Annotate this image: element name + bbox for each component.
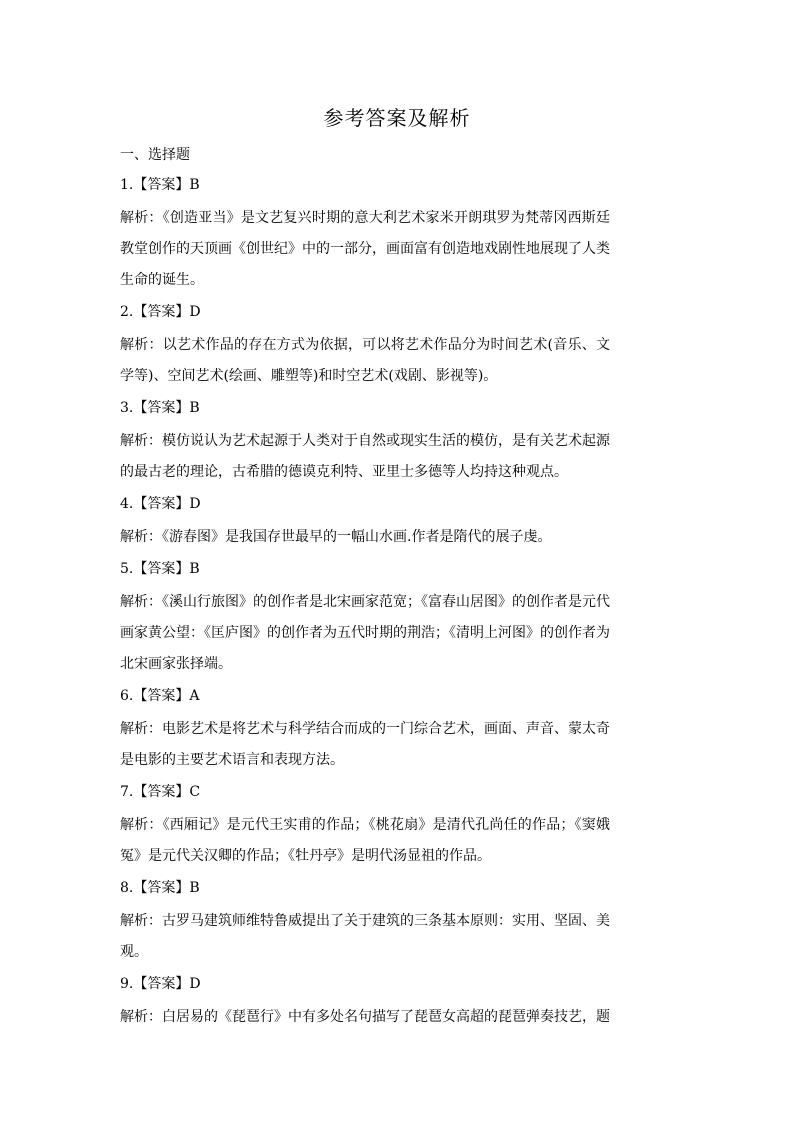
analysis-text: 解析：《西厢记》是元代王实甫的作品；《桃花扇》是清代孔尚任的作品；《窦娥冤》是元代关汉卿的作品；《牡丹亭》是明代汤显祖的作品。 [120,817,610,864]
answer-label: 1.【答案】B [120,177,200,193]
answer-label: 8.【答案】B [120,880,200,896]
answer-label: 3.【答案】B [120,400,200,416]
section-heading: 一、选择题 [120,147,190,163]
analysis-text: 解析：以艺术作品的存在方式为依据，可以将艺术作品分为时间艺术(音乐、文学等)、空间艺术(绘画、雕塑等)和时空艺术(戏剧、影视等)。 [120,337,610,384]
answer-label: 4.【答案】D [120,496,201,512]
analysis-text: 解析：模仿说认为艺术起源于人类对于自然或现实生活的模仿，是有关艺术起源的最古老的理论，古希腊的德谟克利特、亚里士多德等人均持这种观点。 [120,433,610,480]
answer-label: 6.【答案】A [120,688,200,704]
analysis-text: 解析：《游春图》是我国存世最早的一幅山水画.作者是隋代的展子虔。 [120,529,552,545]
answer-label: 2.【答案】D [120,304,201,320]
answer-label: 5.【答案】B [120,561,200,577]
page-title: 参考答案及解析 [323,106,471,130]
analysis-text: 解析：《创造亚当》是文艺复兴时期的意大利艺术家米开朗琪罗为梵蒂冈西斯廷教堂创作的天顶画《创世纪》中的一部分，画面富有创造地戏剧性地展现了人类生命的诞生。 [120,210,610,288]
analysis-text: 解析：电影艺术是将艺术与科学结合而成的一门综合艺术，画面、声音、蒙太奇是电影的主要艺术语言和表现方法。 [120,721,610,768]
answer-label: 7.【答案】C [120,784,201,800]
analysis-text: 解析：古罗马建筑师维特鲁威提出了关于建筑的三条基本原则：实用、坚固、美观。 [120,913,610,960]
analysis-text: 解析：白居易的《琵琶行》中有多处名句描写了琵琶女高超的琵琶弹奏技艺，题 [120,1009,610,1025]
answer-label: 9.【答案】D [120,976,201,992]
analysis-text: 解析：《溪山行旅图》的创作者是北宋画家范宽；《富春山居图》的创作者是元代画家黄公望：《匡庐图》的创作者为五代时期的荆浩；《清明上河图》的创作者为北宋画家张择端。 [120,594,610,672]
answer-list [120,173,610,1037]
